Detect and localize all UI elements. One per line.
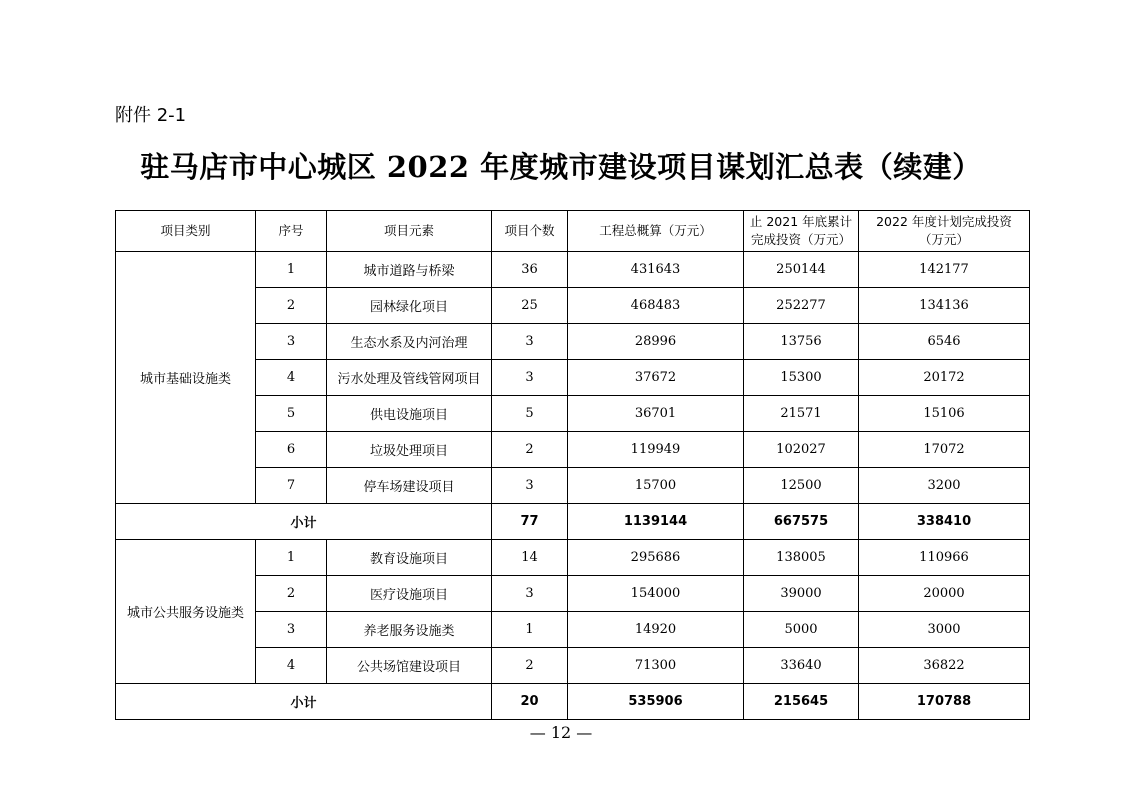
header-plan-line1: 2022 年度计划完成投资 xyxy=(876,214,1012,229)
budget-cell: 295686 xyxy=(568,540,744,576)
plan-cell: 20172 xyxy=(859,360,1030,396)
count-cell: 3 xyxy=(492,324,568,360)
subtotal-count: 77 xyxy=(492,504,568,540)
category-cell: 城市基础设施类 xyxy=(116,252,256,504)
seq-cell: 4 xyxy=(256,360,327,396)
element-cell: 污水处理及管线管网项目 xyxy=(327,360,492,396)
header-budget: 工程总概算（万元） xyxy=(568,211,744,252)
table-row xyxy=(116,540,1030,576)
seq-cell: 1 xyxy=(256,252,327,288)
element-cell: 城市道路与桥梁 xyxy=(327,252,492,288)
plan-cell: 17072 xyxy=(859,432,1030,468)
header-seq: 序号 xyxy=(256,211,327,252)
completed-cell: 21571 xyxy=(744,396,859,432)
element-cell: 公共场馆建设项目 xyxy=(327,648,492,684)
count-cell: 3 xyxy=(492,360,568,396)
subtotal-budget: 535906 xyxy=(568,684,744,720)
completed-cell: 138005 xyxy=(744,540,859,576)
header-element: 项目元素 xyxy=(327,211,492,252)
subtotal-plan: 170788 xyxy=(859,684,1030,720)
subtotal-row xyxy=(116,504,1030,540)
seq-cell: 2 xyxy=(256,288,327,324)
count-cell: 1 xyxy=(492,612,568,648)
element-cell: 垃圾处理项目 xyxy=(327,432,492,468)
seq-cell: 3 xyxy=(256,612,327,648)
budget-cell: 14920 xyxy=(568,612,744,648)
seq-cell: 7 xyxy=(256,468,327,504)
category-cell: 城市公共服务设施类 xyxy=(116,540,256,684)
page-title: 驻马店市中心城区 2022 年度城市建设项目谋划汇总表（续建） xyxy=(140,150,982,184)
element-cell: 生态水系及内河治理 xyxy=(327,324,492,360)
completed-cell: 33640 xyxy=(744,648,859,684)
seq-cell: 1 xyxy=(256,540,327,576)
header-plan xyxy=(859,211,1030,252)
table-header xyxy=(116,211,1030,252)
completed-cell: 13756 xyxy=(744,324,859,360)
header-category: 项目类别 xyxy=(116,211,256,252)
element-cell: 供电设施项目 xyxy=(327,396,492,432)
completed-cell: 102027 xyxy=(744,432,859,468)
seq-cell: 6 xyxy=(256,432,327,468)
seq-cell: 5 xyxy=(256,396,327,432)
table-body xyxy=(116,252,1030,720)
subtotal-plan: 338410 xyxy=(859,504,1030,540)
budget-cell: 37672 xyxy=(568,360,744,396)
subtotal-label: 小计 xyxy=(116,684,492,720)
budget-cell: 119949 xyxy=(568,432,744,468)
count-cell: 2 xyxy=(492,648,568,684)
plan-cell: 36822 xyxy=(859,648,1030,684)
element-cell: 园林绿化项目 xyxy=(327,288,492,324)
completed-cell: 15300 xyxy=(744,360,859,396)
plan-cell: 15106 xyxy=(859,396,1030,432)
subtotal-count: 20 xyxy=(492,684,568,720)
budget-cell: 36701 xyxy=(568,396,744,432)
subtotal-row xyxy=(116,684,1030,720)
subtotal-completed: 215645 xyxy=(744,684,859,720)
count-cell: 3 xyxy=(492,468,568,504)
seq-cell: 4 xyxy=(256,648,327,684)
count-cell: 2 xyxy=(492,432,568,468)
header-plan-line2: （万元） xyxy=(918,232,969,247)
count-cell: 14 xyxy=(492,540,568,576)
header-completed xyxy=(744,211,859,252)
completed-cell: 12500 xyxy=(744,468,859,504)
element-cell: 教育设施项目 xyxy=(327,540,492,576)
page-number: — 12 — xyxy=(529,723,593,742)
plan-cell: 20000 xyxy=(859,576,1030,612)
subtotal-completed: 667575 xyxy=(744,504,859,540)
count-cell: 25 xyxy=(492,288,568,324)
plan-cell: 142177 xyxy=(859,252,1030,288)
budget-cell: 431643 xyxy=(568,252,744,288)
budget-cell: 154000 xyxy=(568,576,744,612)
completed-cell: 250144 xyxy=(744,252,859,288)
subtotal-label: 小计 xyxy=(116,504,492,540)
count-cell: 36 xyxy=(492,252,568,288)
seq-cell: 3 xyxy=(256,324,327,360)
plan-cell: 6546 xyxy=(859,324,1030,360)
plan-cell: 110966 xyxy=(859,540,1030,576)
project-summary-table xyxy=(115,210,1030,720)
header-completed-line2: 完成投资（万元） xyxy=(750,232,851,247)
budget-cell: 71300 xyxy=(568,648,744,684)
budget-cell: 15700 xyxy=(568,468,744,504)
element-cell: 养老服务设施类 xyxy=(327,612,492,648)
header-row xyxy=(116,211,1030,252)
completed-cell: 5000 xyxy=(744,612,859,648)
element-cell: 停车场建设项目 xyxy=(327,468,492,504)
plan-cell: 134136 xyxy=(859,288,1030,324)
element-cell: 医疗设施项目 xyxy=(327,576,492,612)
completed-cell: 39000 xyxy=(744,576,859,612)
header-count: 项目个数 xyxy=(492,211,568,252)
budget-cell: 468483 xyxy=(568,288,744,324)
plan-cell: 3200 xyxy=(859,468,1030,504)
plan-cell: 3000 xyxy=(859,612,1030,648)
subtotal-budget: 1139144 xyxy=(568,504,744,540)
count-cell: 5 xyxy=(492,396,568,432)
budget-cell: 28996 xyxy=(568,324,744,360)
table-row xyxy=(116,252,1030,288)
header-completed-line1: 止 2021 年底累计 xyxy=(749,214,853,229)
annex-label: 附件 2-1 xyxy=(115,105,187,126)
completed-cell: 252277 xyxy=(744,288,859,324)
seq-cell: 2 xyxy=(256,576,327,612)
count-cell: 3 xyxy=(492,576,568,612)
